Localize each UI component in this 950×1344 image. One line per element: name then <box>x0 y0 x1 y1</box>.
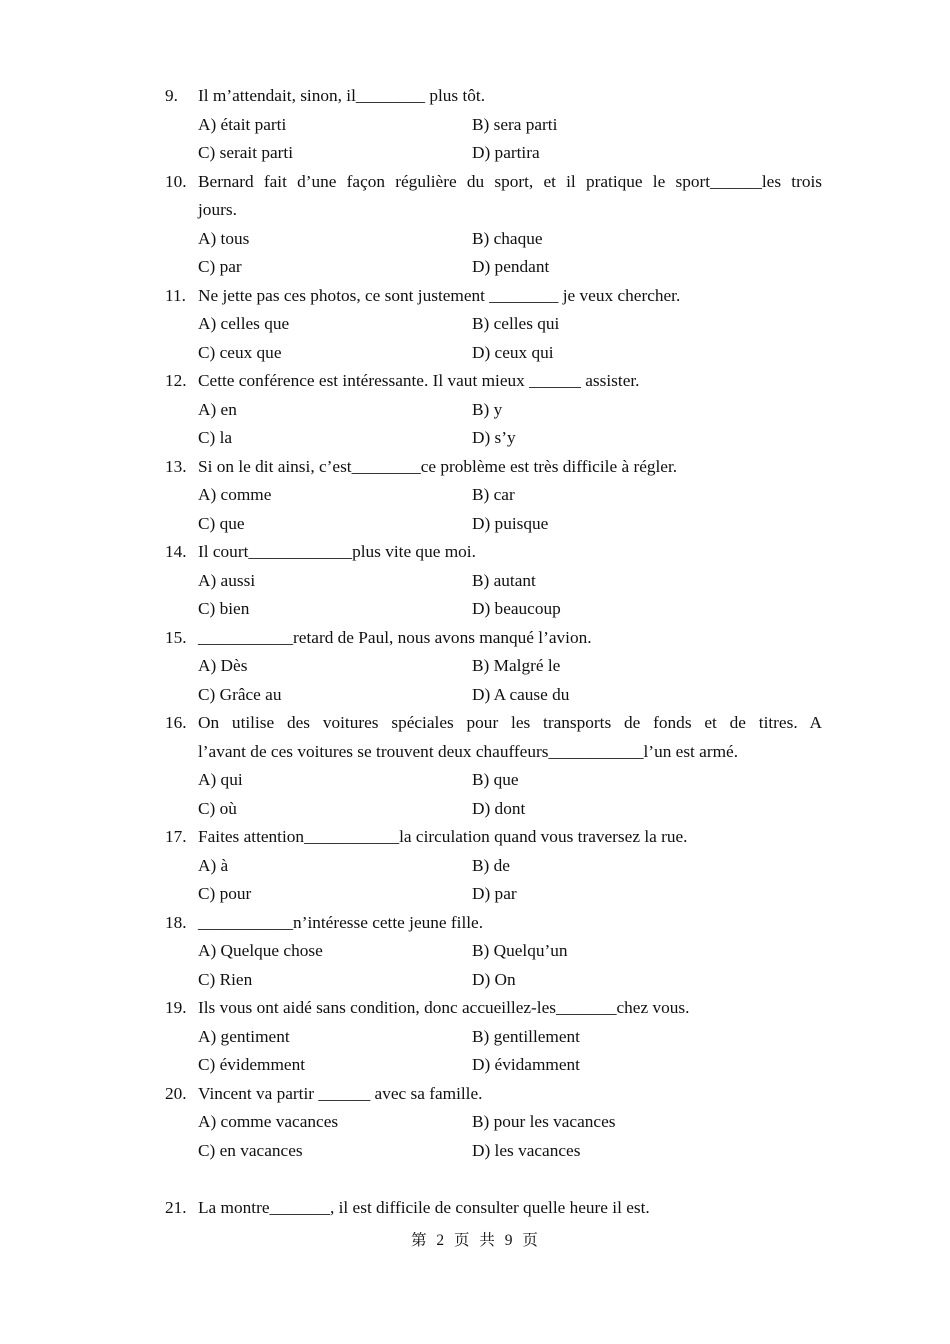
question-stem-line <box>0 1080 950 1109</box>
question-stem: Si on le dit ainsi, c’est________ce problème est très difficile à régler. <box>198 456 678 476</box>
options-row <box>0 766 950 795</box>
options-row <box>0 937 950 966</box>
option-b: B) pour les vacances <box>472 1112 616 1131</box>
question-stem: Bernard fait d’une façon régulière du sport, et il pratique le sport______les trois <box>198 171 822 191</box>
option-a: A) celles que <box>198 314 290 333</box>
question-stem-line <box>0 994 950 1023</box>
option-b: B) Quelqu’un <box>472 941 568 960</box>
question-stem-line <box>0 823 950 852</box>
question-number: 10. <box>165 171 187 191</box>
question-stem-line <box>0 909 950 938</box>
question-stem-line <box>0 709 950 738</box>
option-b: B) celles qui <box>472 314 560 333</box>
option-c: C) par <box>198 257 242 276</box>
options-row <box>0 795 950 824</box>
option-c: C) en vacances <box>198 1140 303 1160</box>
question-stem: ___________retard de Paul, nous avons manqué l’avion. <box>198 627 592 647</box>
options-row <box>0 111 950 140</box>
option-a: A) aussi <box>198 570 256 590</box>
question-stem-line <box>0 82 950 111</box>
options-row <box>0 1023 950 1052</box>
option-d: D) dont <box>472 798 526 818</box>
option-c: C) ceux que <box>198 342 282 362</box>
option-d: D) partira <box>472 143 540 162</box>
option-a: A) en <box>198 399 237 419</box>
options-row <box>0 139 950 168</box>
options-row <box>0 424 950 453</box>
question-stem: ___________n’intéresse cette jeune fille. <box>198 912 484 932</box>
options-row <box>0 567 950 596</box>
question-stem-line <box>0 1194 950 1223</box>
question-number: 20. <box>165 1083 187 1103</box>
option-b: B) Malgré le <box>472 656 561 675</box>
option-d: D) évidamment <box>472 1055 580 1074</box>
question-stem-line <box>0 196 950 225</box>
question-stem: Cette conférence est intéressante. Il vaut mieux ______ assister. <box>198 371 640 390</box>
question-number: 16. <box>165 713 187 732</box>
question-stem-line <box>0 282 950 311</box>
option-d: D) pendant <box>472 257 550 276</box>
option-c: C) bien <box>198 599 250 618</box>
question-stem-line <box>0 538 950 567</box>
option-d: D) par <box>472 884 517 903</box>
question-stem: Ne jette pas ces photos, ce sont justement ________ je veux chercher. <box>198 285 681 305</box>
page-footer: 第 2 页 共 9 页 <box>411 1232 539 1249</box>
question-number: 21. <box>165 1197 187 1217</box>
option-b: B) que <box>472 770 519 789</box>
options-row <box>0 310 950 339</box>
option-a: A) tous <box>198 228 250 248</box>
option-b: B) gentillement <box>472 1026 580 1046</box>
option-d: D) On <box>472 969 516 989</box>
option-b: B) autant <box>472 570 536 590</box>
option-c: C) évidemment <box>198 1055 306 1074</box>
option-b: B) car <box>472 485 515 504</box>
question-stem-line <box>0 453 950 482</box>
option-c: C) la <box>198 428 233 447</box>
question-stem-line <box>0 168 950 197</box>
question-stem: La montre_______, il est difficile de consulter quelle heure il est. <box>198 1197 650 1217</box>
option-a: A) était parti <box>198 114 287 134</box>
question-number: 17. <box>165 827 187 846</box>
option-c: C) que <box>198 513 245 533</box>
option-b: B) sera parti <box>472 114 558 134</box>
option-a: A) comme <box>198 485 272 504</box>
question-stem-line <box>0 624 950 653</box>
question-number: 13. <box>165 456 187 476</box>
options-row <box>0 396 950 425</box>
option-a: A) à <box>198 855 229 875</box>
options-row <box>0 652 950 681</box>
question-number: 15. <box>165 627 187 647</box>
question-stem: Faites attention___________la circulation quand vous traversez la rue. <box>198 827 688 846</box>
question-stem: Il court____________plus vite que moi. <box>198 542 476 561</box>
options-row <box>0 339 950 368</box>
options-row <box>0 966 950 995</box>
options-row <box>0 481 950 510</box>
question-number: 18. <box>165 912 187 932</box>
option-d: D) s’y <box>472 428 516 447</box>
option-b: B) de <box>472 855 510 875</box>
question-stem-line <box>0 367 950 396</box>
option-c: C) pour <box>198 884 252 903</box>
question-stem: Vincent va partir ______ avec sa famille. <box>198 1083 483 1103</box>
question-number: 11. <box>165 285 186 305</box>
blank-spacer <box>0 1165 950 1194</box>
option-d: D) beaucoup <box>472 599 561 618</box>
question-number: 9. <box>165 86 178 105</box>
options-row <box>0 852 950 881</box>
options-row <box>0 595 950 624</box>
options-row <box>0 1051 950 1080</box>
option-a: A) comme vacances <box>198 1112 339 1131</box>
question-number: 19. <box>165 998 187 1017</box>
question-stem: Ils vous ont aidé sans condition, donc accueillez-les_______chez vous. <box>198 998 690 1017</box>
options-row <box>0 510 950 539</box>
option-a: A) qui <box>198 770 243 789</box>
question-number: 14. <box>165 542 187 561</box>
option-d: D) A cause du <box>472 684 570 704</box>
option-d: D) puisque <box>472 513 549 533</box>
option-a: A) Dès <box>198 656 248 675</box>
option-b: B) chaque <box>472 228 543 248</box>
options-row <box>0 253 950 282</box>
options-row <box>0 1108 950 1137</box>
options-row <box>0 880 950 909</box>
options-row <box>0 1137 950 1166</box>
option-b: B) y <box>472 399 503 419</box>
option-a: A) Quelque chose <box>198 941 323 960</box>
question-stem-line <box>0 738 950 767</box>
options-row <box>0 225 950 254</box>
option-c: C) serait parti <box>198 143 294 162</box>
question-stem: On utilise des voitures spéciales pour les transports de fonds et de titres. A <box>198 713 822 732</box>
document-body <box>0 82 950 1222</box>
option-c: C) Grâce au <box>198 684 282 704</box>
option-d: D) ceux qui <box>472 342 554 362</box>
option-a: A) gentiment <box>198 1026 290 1046</box>
options-row <box>0 681 950 710</box>
question-stem: jours. <box>198 200 237 219</box>
question-stem: l’avant de ces voitures se trouvent deux chauffeurs___________l’un est armé. <box>198 741 739 761</box>
option-c: C) Rien <box>198 969 253 989</box>
option-d: D) les vacances <box>472 1140 581 1160</box>
question-number: 12. <box>165 371 187 390</box>
question-stem: Il m’attendait, sinon, il________ plus tôt. <box>198 86 486 105</box>
option-c: C) où <box>198 798 237 818</box>
